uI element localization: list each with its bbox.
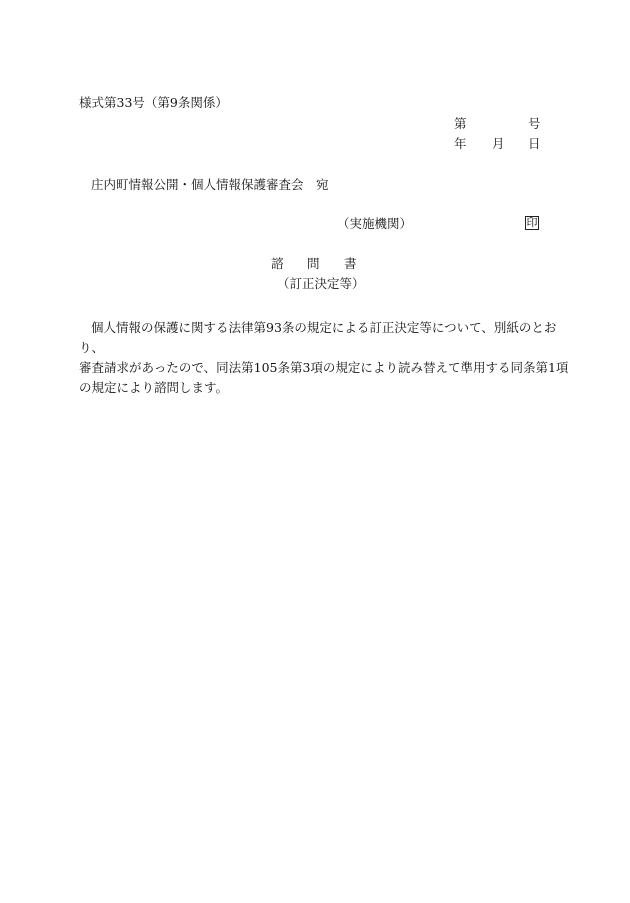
date-day: 日 [528, 136, 541, 151]
body-line: の規定により諮問します。 [79, 380, 229, 395]
document-subtitle: （訂正決定等） [277, 276, 365, 291]
body-line: 審査請求があったので、同法第105条第3項の規定により読み替えて準用する同条第1項 [79, 360, 569, 375]
date-year: 年 [454, 136, 467, 151]
form-number-label: 様式第33号（第9条関係） [79, 95, 228, 110]
seal-mark: 印 [526, 216, 538, 229]
title-char-3: 書 [344, 256, 357, 271]
addressee: 庄内町情報公開・個人情報保護審査会 宛 [91, 177, 329, 192]
body-paragraph [79, 318, 569, 398]
number-suffix: 号 [528, 116, 541, 131]
body-line: 個人情報の保護に関する法律第93条の規定による訂正決定等について、別紙のとおり、 [79, 320, 557, 355]
implementing-agency-label: （実施機関） [337, 216, 413, 231]
date-month: 月 [492, 136, 505, 151]
number-prefix: 第 [454, 116, 467, 131]
title-char-2: 問 [307, 256, 320, 271]
title-char-1: 諮 [271, 256, 284, 271]
